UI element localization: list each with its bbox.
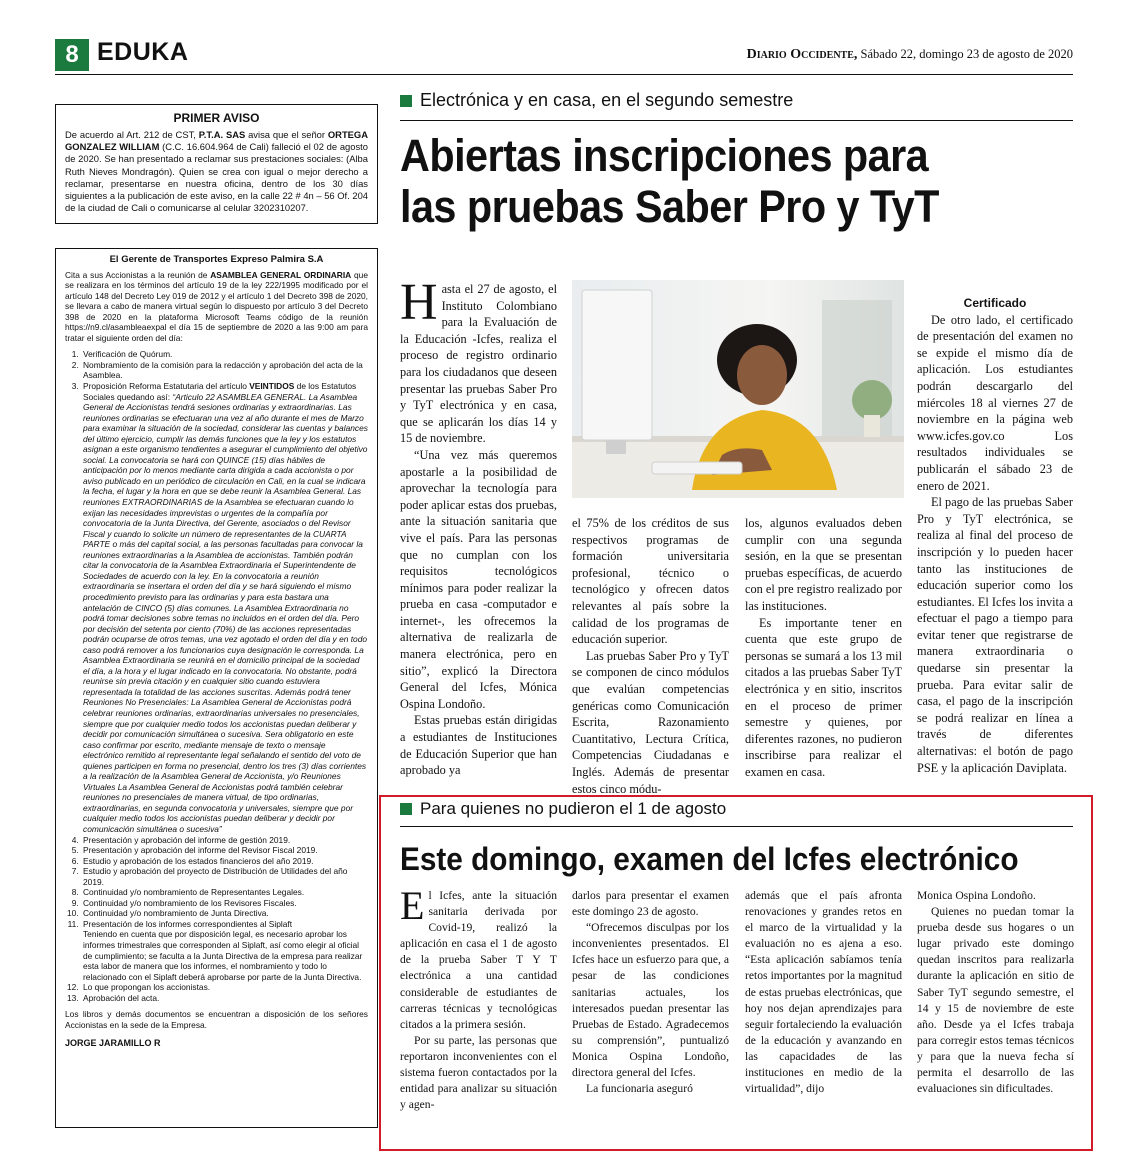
article-headline: Este domingo, examen del Icfes electrónico xyxy=(400,841,1019,877)
notice-title: PRIMER AVISO xyxy=(173,111,260,125)
kicker-rule xyxy=(400,826,1073,827)
article-column-2: darlos para presentar el examen este domingo 23 de agosto. “Ofrecemos disculpas por los inconvenientes presentados. El Icfes hace un esfuerzo para que, a pesar de las condiciones sanitarias actuales, los interesados puedan presentar las Pruebas de Estado. Agradecemos su comprensión”, puntualizó Monica Ospina Londoño, directora general del Icfes. La funcionaria aseguró xyxy=(572,889,729,1096)
agenda-item: 11. Presentación de los informes correspondientes al Siplaft Teniendo en cuenta que por disposición legal, es necesario aprobar los informes trimestrales que corresponden al Siplaft, así como elegir al oficial de cumplimiento; se faculta a la Junta Directiva de la empresa para realizar esta labor de manera que los informes, el nombramiento y todo lo relacionado con el Siplaft deberá aprobarse por parte de la Junta Directiva. xyxy=(81,919,368,982)
article-column-3: además que el país afronta renovaciones y grandes retos en el marco de la virtualidad y la evaluación no es ajena a eso. “Esta aplicación sabíamos tenía retos importantes por la magnitud de estas pruebas electrónicas, que hoy nos dejan aprendizajes para seguir fortaleciendo la evaluación de la educación y avanzando en las capacidades de las instituciones en medio de la virtualidad”, dijo xyxy=(745,889,902,1096)
student-photo xyxy=(572,280,904,498)
section-title: EDUKA xyxy=(97,38,189,66)
agenda-item: 2. Nombramiento de la comisión para la redacción y aprobación del acta de la Asamblea. xyxy=(81,360,368,381)
dateline xyxy=(747,47,1073,63)
signature: JORGE JARAMILLO R xyxy=(65,1038,161,1049)
agenda-item: 8. Continuidad y/o nombramiento de Representantes Legales. xyxy=(81,887,368,898)
article-column-3: los, algunos evaluados deben cumplir con una segunda sesión, en la que se presentan pruebas específicas, de acuerdo con el pre registro realizado por las instituciones. Es importante tener en cuenta que este grupo de personas se sumará a los 13 mil citados a las pruebas Saber TyT electrónica y en sitio, inscritos en el proceso de primer semestre y quienes, por diferentes razones, no pudieron inscribirse para realizar el examen en casa. xyxy=(745,516,902,779)
agenda-item: 10. Continuidad y/o nombramiento de Junta Directiva. xyxy=(81,908,368,919)
kicker-rule xyxy=(400,120,1073,121)
subheading: Certificado xyxy=(963,296,1027,310)
issue-date: Sábado 22, domingo 23 de agosto de 2020 xyxy=(857,47,1073,61)
notice-text: De acuerdo al Art. 212 de CST, P.T.A. SAS avisa que el señor ORTEGA GONZALEZ WILLIAM (C.C. 16.604.964 de Cali) falleció el 02 de agosto de 2020. Se han presentado a reclamar sus prestaciones sociales: (Alba Ruth Nieves Mondragón). Quien se crea con igual o mejor derecho a reclamar, presentarse en nuestra oficina, dentro de los 30 días siguientes a la publicación de este aviso, en la calle 22 # 4n – 56 Of. 204 de la ciudad de Cali o comunicarse al celular 3202310207. xyxy=(65,129,368,214)
paper-name: Diario Occidente, xyxy=(746,47,858,62)
square-bullet-icon xyxy=(400,95,412,107)
notice-intro: Cita a sus Accionistas a la reunión de ASAMBLEA GENERAL ORDINARIA que se realizara en los términos del artículo 19 de la ley 222/1995 modificado por el artículo 148 del Decreto Ley 019 de 2012 y el artículo 1 del Decreto 398 de 2020, se llevara a cabo de manera virtual según lo dispuesto por artículo 3 del Decreto 398 de 2020 en la plataforma Microsoft Teams código de la reunión https://n9.cl/asambleaexpal el día 15 de septiembre de 2020 a las 9:00 am para tratar el siguiente orden del día: xyxy=(65,269,368,343)
agenda-item: 13. Aprobación del acta. xyxy=(81,993,368,1004)
article-column-2: el 75% de los créditos de sus respectivos programas de formación universitaria profesional, técnico o tecnológico y ofrecen datos relevantes al país sobre la calidad de los programas de educación superior. Las pruebas Saber Pro y TyT se componen de cinco módulos que evalúan competencias genéricas como Comunicación Escrita, Razonamiento Cuantitativo, Lectura Crítica, Competencias Ciudadanas e Inglés. Además de presentar estos cinco módu- xyxy=(572,516,729,796)
agenda-item: 6. Estudio y aprobación de los estados financieros del año 2019. xyxy=(81,856,368,867)
page-number: 8 xyxy=(55,39,89,71)
agenda-item: 5. Presentación y aprobación del informe del Revisor Fiscal 2019. xyxy=(81,845,368,856)
notice-title: El Gerente de Transportes Expreso Palmira S.A xyxy=(109,254,324,265)
article-kicker: Para quienes no pudieron el 1 de agosto xyxy=(400,799,726,819)
drop-cap: H xyxy=(400,274,438,331)
article-column-4: Certificado De otro lado, el certificado de presentación del examen no se expide el mismo día de aplicación. Los estudiantes podrán descargarlo del miércoles 18 al viernes 27 de noviembre en la página web www.icfes.gov.co Los resultados individuales se publicarán el sábado 23 de enero de 2021. El pago de las pruebas Saber Pro y TyT electrónica, se realiza al final del proceso de inscripción y lo pueden hacer tanto las instituciones de educación superior como los estudiantes. El Icfes los invita a efectuar el pago a tiempo para evitar tener que registrarse de manera extraordinaria o quedarse sin presentar la prueba. Para evitar salir de casa, el pago de la inscripción se podrá realizar en línea a través de diferentes alternativas: el botón de pago PSE y la aplicación Daviplata. xyxy=(917,296,1073,775)
header-rule xyxy=(55,74,1073,75)
article-column-1: Hasta el 27 de agosto, el Instituto Colombiano para la Evaluación de la Educación -Icfes, realiza el proceso de registro ordinario para los ciudadanos que deseen presentar las pruebas Saber Pro y TyT electrónica y en casa, que se aplicarán los días 14 y 15 de noviembre. “Una vez más queremos apostarle a la posibilidad de aprovechar la tecnología para poder aplicar estas dos pruebas, ante la situación sanitaria que vive el país. Para las personas que no cumplan con los requisitos tecnológicos mínimos para poder realizar la prueba en casa -computador e internet-, les ofrecemos la alternativa de realizarla de manera electrónica, pero en sitio”, explicó la Directora General del Icfes, Mónica Ospina Londoño. Estas pruebas están dirigidas a estudiantes de Instituciones de Educación Superior que han aprobado ya xyxy=(400,274,557,778)
article-kicker: Electrónica y en casa, en el segundo semestre xyxy=(400,90,793,111)
article-headline: Abiertas inscripciones para las pruebas Saber Pro y TyT xyxy=(400,130,939,232)
notice-box-asamblea xyxy=(55,248,378,1128)
agenda-item: 12. Lo que propongan los accionistas. xyxy=(81,982,368,993)
agenda-item: 7. Estudio y aprobación del proyecto de Distribución de Utilidades del año 2019. xyxy=(81,866,368,887)
article-column-4: Monica Ospina Londoño. Quienes no puedan tomar la prueba desde sus hogares o un lugar privado este domingo quedan inscritos para realizarla durante la aplicación en sitio de Saber TyT segundo semestre, el 14 y 15 de noviembre de este año. Desde ya el Icfes trabaja para corregir estos temas técnicos y para que la nueva fecha sí permita el desarrollo de las evaluaciones sin dificultades. xyxy=(917,889,1074,1096)
agenda-item: 3. Proposición Reforma Estatutaria del artículo VEINTIDOS de los Estatutos Sociales quedando así: “Articulo 22 ASAMBLEA GENERAL. La Asamblea General de Accionistas tendrá sesiones ordinarias y extraordinarias. Las reuniones ordinarias se efectuaran una vez al año durante el mes de Marzo para examinar la situación de la sociedad, considerar las cuentas y balances del último ejercicio, cumplir las demás funciones que la ley y los estatutos asignan a este organismo tendientes a asegurar el cumplimiento del objetivo social. La convocatoria se hará con QUINCE (15) días hábiles de anticipación por lo menos mediante carta dirigida a cada accionista o por aviso publicado en un periódico de circulación en Cali, en la cual se indicara la fecha, el lugar y la hora en que se debe reunir la Asamblea General. Las reuniones EXTRAORDINARIAS de la Asamblea se efectuaran cuando lo exijan las necesidades imprevistas o urgentes de la compañía por convocatoria de la Junta Directiva, del Gerente, asociados o del Revisor Fiscal y cuando lo solicite un número de representantes de la CUARTA PARTE o más del capital social, a las personas facultadas para convocar la reuniones extraordinarias a la Asamblea de accionistas. También podrán citar la convocatoria de la Asamblea Extraordinaria el Superintendente de Sociedades de acuerdo con la ley. En la convocatoria a reunión extraordinaria se insertara el orden del día y se hará siguiendo el mismo procedimiento previsto para las ordinarias y para esta bastara una antelación de CINCO (5) días comunes. La Asamblea Extraordinaria no podrá tomar decisiones sobre temas no incluidos en el orden del día. Pero por decisión del setenta por ciento (70%) de las acciones representadas podrán ocuparse de otros temas, una vez agotado el orden del día y en todo caso podrá remover a los funcionarios cuya designación le corresponda. La Asamblea Extraordinaria se reunirá en el domicilio principal de la sociedad el día, a la hora y el lugar indicado en la convocatoria. No obstante, podrá reunirse sin previa citación y en cualquier sitio cuando estuviera representada la totalidad de las acciones suscritas. Además podrá tener Reuniones No Presenciales: La Asamblea General de Accionistas podrá celebrar reuniones ordinarias, extraordinarias universales no presenciales, siempre que por cualquier medio todos los accionistas puedan deliberar y decidir por comunicación simultánea o sucesiva. Sera obligatorio en este caso confirmar por escrito, mediante mensaje de texto o mensaje electrónico remitido al representante legal señalando el sentido del voto de quienes participen en forma no presencial, dentro los tres (3) días corrientes a la realización de la Asamblea General de Accionista, y/o Reuniones Virtuales La Asamblea General de Accionistas podrá también celebrar reuniones no presenciales de manera virtual, de tipo ordinarias, extraordinarias, en segunda convocatoria y universales, siempre que por cualquier medio todos los accionistas puedan deliberar y decidir por comunicación simultánea o sucesiva” xyxy=(81,381,368,835)
agenda-item: 1. Verificación de Quórum. xyxy=(81,349,368,360)
drop-cap: E xyxy=(400,883,425,928)
agenda-item: 4. Presentación y aprobación del informe de gestión 2019. xyxy=(81,835,368,846)
notice-box-primer-aviso xyxy=(55,104,378,224)
notice-closing: Los libros y demás documentos se encuentran a disposición de los señores Accionistas en la sede de la Empresa. xyxy=(65,1009,368,1030)
agenda-item: 9. Continuidad y/o nombramiento de los Revisores Fiscales. xyxy=(81,898,368,909)
article-column-1: El Icfes, ante la situación sanitaria derivada por Covid-19, realizó la aplicación en casa el 1 de agosto de la prueba Saber T Y T electrónica a una cantidad considerable de estudiantes de carreras técnicas y tecnológicas citados a la primera sesión. Por su parte, las personas que reportaron inconvenientes con el sistema fueron contactados por la entidad para analizar su situación y agen- xyxy=(400,883,557,1112)
square-bullet-icon xyxy=(400,803,412,815)
agenda-list xyxy=(65,349,368,1003)
